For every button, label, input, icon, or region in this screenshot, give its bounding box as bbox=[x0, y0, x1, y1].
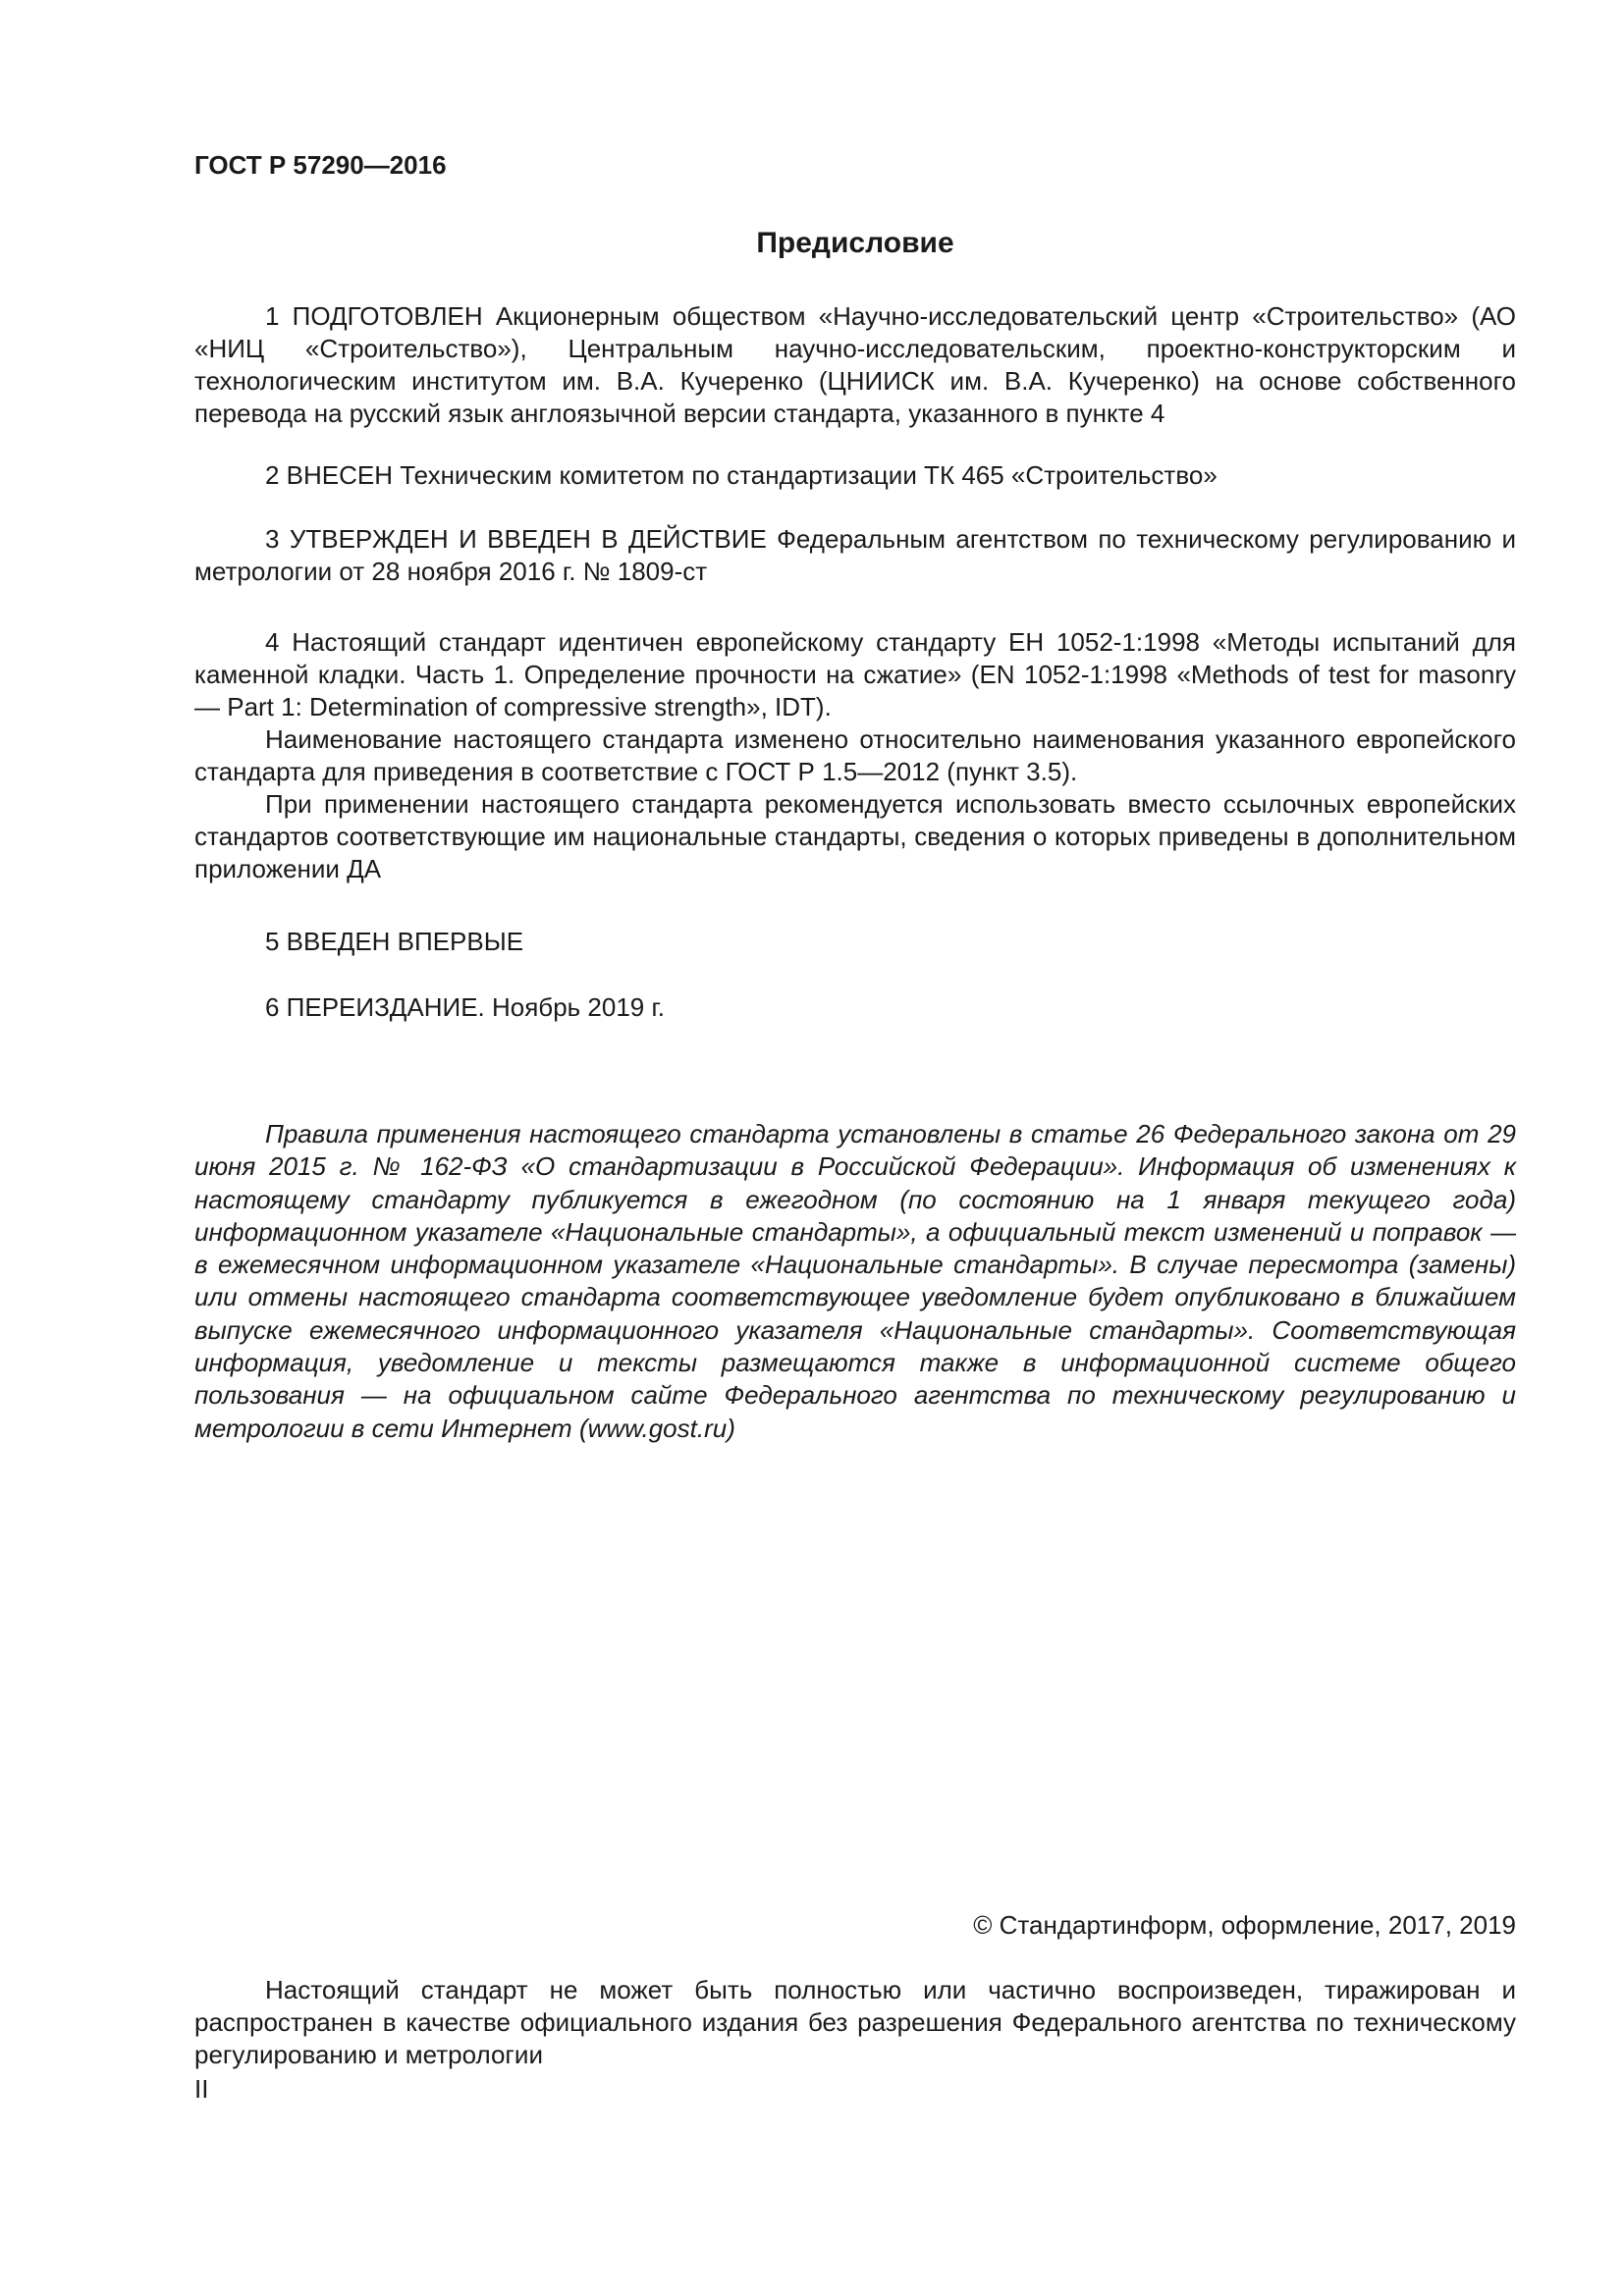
preface-item-6-text: 6 ПЕРЕИЗДАНИЕ. Ноябрь 2019 г. bbox=[265, 992, 666, 1022]
preface-item-4 bbox=[194, 626, 1516, 885]
reproduction-notice-text: Настоящий стандарт не может быть полностью или частично воспроизведен, тиражирован и распространен в качестве официального издания без разрешения Федерального агентства по техническому регулированию и метрологии bbox=[194, 1975, 1516, 2069]
preface-title: Предисловие bbox=[756, 227, 954, 259]
preface-item-3 bbox=[194, 523, 1516, 588]
preface-item-4-references-note: При применении настоящего стандарта рекомендуется использовать вместо ссылочных европейских стандартов соответствующие им национальные стандарты, сведения о которых приведены в дополнительном приложении ДА bbox=[194, 789, 1516, 883]
preface-item-1 bbox=[194, 300, 1516, 430]
preface-item-2 bbox=[194, 459, 1516, 492]
page-number: II bbox=[194, 2074, 209, 2104]
reproduction-notice bbox=[194, 1974, 1516, 2071]
preface-item-3-text: 3 УТВЕРЖДЕН И ВВЕДЕН В ДЕЙСТВИЕ Федеральным агентством по техническому регулированию и метрологии от 28 ноября 2016 г. № 1809-ст bbox=[194, 524, 1516, 586]
preface-item-2-text: 2 ВНЕСЕН Техническим комитетом по стандартизации ТК 465 «Строительство» bbox=[265, 460, 1218, 490]
application-rules-text: Правила применения настоящего стандарта установлены в статье 26 Федерального закона от 29 июня 2015 г. № 162-ФЗ «О стандартизации в Российской Федерации». Информация об изменениях к настоящему стандарту публикуется в ежегодном (по состоянию на 1 января текущего года) информационном указателе «Национальные стандарты», а официальный текст изменений и поправок — в ежемесячном информационном указателе «Национальные стандарты». В случае пересмотра (замены) или отмены настоящего стандарта соответствующее уведомление будет опубликовано в ближайшем выпуске ежемесячного информационного указателя «Национальные стандарты». Соответствующая информация, уведомление и тексты размещаются также в информационной системе общего пользования — на официальном сайте Федерального агентства по техническому регулированию и метрологии в сети Интернет (www.gost.ru) bbox=[194, 1119, 1516, 1443]
application-rules-notice bbox=[194, 1118, 1516, 1445]
document-code: ГОСТ Р 57290—2016 bbox=[194, 150, 447, 180]
copyright-line: © Стандартинформ, оформление, 2017, 2019 bbox=[973, 1910, 1516, 1940]
preface-item-4-rename-note: Наименование настоящего стандарта изменено относительно наименования указанного европейского стандарта для приведения в соответствие с ГОСТ Р 1.5—2012 (пункт 3.5). bbox=[194, 724, 1516, 786]
preface-item-5 bbox=[194, 926, 1516, 958]
preface-item-1-text: 1 ПОДГОТОВЛЕН Акционерным обществом «Научно-исследовательский центр «Строительство» (АО «НИЦ «Строительство»), Центральным научно-исследовательским, проектно-конструкторским и технологическим институтом им. В.А. Кучеренко (ЦНИИСК им. В.А. Кучеренко) на основе собственного перевода на русский язык англоязычной версии стандарта, указанного в пункте 4 bbox=[194, 301, 1516, 428]
preface-item-4-text: 4 Настоящий стандарт идентичен европейскому стандарту ЕН 1052-1:1998 «Методы испытаний для каменной кладки. Часть 1. Определение прочности на сжатие» (EN 1052-1:1998 «Methods of test for masonry — Part 1: Determination of compressive strength», IDT). bbox=[194, 627, 1516, 721]
preface-item-6 bbox=[194, 991, 1516, 1024]
preface-item-5-text: 5 ВВЕДЕН ВПЕРВЫЕ bbox=[265, 927, 524, 956]
